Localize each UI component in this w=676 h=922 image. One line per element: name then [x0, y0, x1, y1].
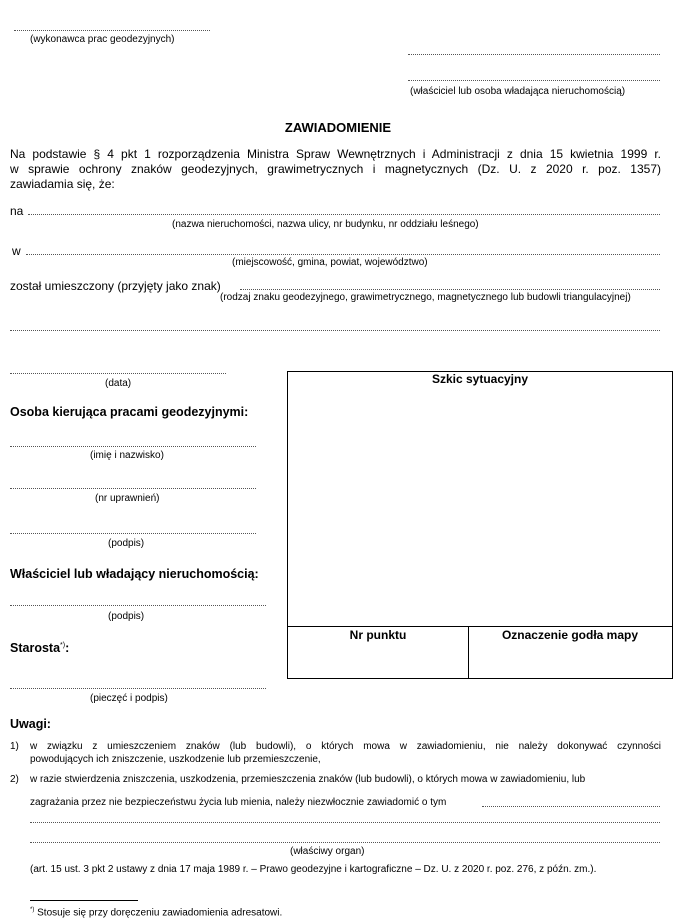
owner-heading: Właściciel lub władający nieruchomością:: [10, 567, 259, 581]
footnote-rule: [30, 900, 138, 901]
footnote-text: Stosuje się przy doręczeniu zawiadomienia adresatowi.: [37, 907, 283, 919]
name-field[interactable]: [10, 446, 256, 447]
placed-label: został umieszczony (przyjęty jako znak): [10, 279, 221, 293]
intro-line-3: zawiadamia się, że:: [10, 177, 115, 191]
item1-line2: powodujących ich zniszczenie, uszkodzenie lub przemieszczenie,: [30, 754, 321, 765]
item2-line2: zagrażania przez nie bezpieczeństwu życia lub mienia, należy niezwłocznie zawiadomić o tym: [30, 797, 447, 808]
owner-signature-field[interactable]: [10, 605, 266, 606]
owner-caption: (właściciel lub osoba władająca nieruchomością): [410, 86, 626, 97]
surveyor-heading: Osoba kierująca pracami geodezyjnymi:: [10, 405, 249, 419]
footnote-mark: *): [30, 907, 35, 913]
placed-field-2[interactable]: [10, 330, 660, 331]
organ-caption: (właściwy organ): [290, 846, 365, 857]
remarks-heading: Uwagi:: [10, 717, 51, 731]
signature-caption: (podpis): [108, 538, 145, 549]
placed-caption: (rodzaj znaku geodezyjnego, grawimetrycznego, magnetycznego lub budowli triangulacyjnej): [220, 292, 631, 303]
w-caption: (miejscowość, gmina, powiat, województwo): [232, 257, 428, 268]
surveyor-caption: (wykonawca prac geodezyjnych): [30, 34, 175, 45]
starosta-footnote-mark: *): [60, 642, 66, 649]
license-field[interactable]: [10, 488, 256, 489]
license-caption: (nr uprawnień): [95, 493, 160, 504]
date-caption: (data): [105, 378, 132, 389]
sketch-divider: [287, 626, 672, 627]
surveyor-line[interactable]: [14, 30, 210, 31]
name-caption: (imię i nazwisko): [90, 450, 164, 461]
w-label: w: [12, 244, 21, 258]
item2-number: 2): [10, 774, 19, 785]
col-point-header: Nr punktu: [349, 628, 407, 642]
starosta-label: [10, 639, 69, 655]
legal-basis: (art. 15 ust. 3 pkt 2 ustawy z dnia 17 maja 1989 r. – Prawo geodezyjne i kartograficzne – Dz. U. z 2020 r. poz. 276, z późn. zm.).: [30, 864, 597, 875]
w-field[interactable]: [26, 254, 660, 255]
placed-field[interactable]: [240, 289, 660, 290]
na-caption: (nazwa nieruchomości, nazwa ulicy, nr budynku, nr oddziału leśnego): [172, 219, 479, 230]
stamp-field[interactable]: [10, 688, 266, 689]
footnote: [30, 904, 282, 919]
item1-line1: w związku z umieszczeniem znaków (lub budowli), o których mowa w zawiadomieniu, nie należy dokonywać czynności: [30, 741, 661, 752]
document-title: ZAWIADOMIENIE: [284, 120, 392, 135]
item2-line1: w razie stwierdzenia zniszczenia, uszkodzenia, przemieszczenia znaków (lub budowli), o których mowa w zawiadomieniu, lub: [30, 774, 586, 785]
date-field[interactable]: [10, 373, 226, 374]
owner-line-1[interactable]: [408, 54, 660, 55]
na-field[interactable]: [28, 214, 660, 215]
stamp-caption: (pieczęć i podpis): [90, 693, 168, 704]
item1-number: 1): [10, 741, 19, 752]
owner-line-2[interactable]: [408, 80, 660, 81]
organ-field-1[interactable]: [482, 806, 660, 807]
owner-signature-caption: (podpis): [108, 611, 145, 622]
na-label: na: [10, 204, 24, 218]
starosta-colon: :: [65, 641, 70, 656]
starosta-text: Starosta: [10, 641, 61, 656]
intro-line-1: Na podstawie § 4 pkt 1 rozporządzenia Ministra Spraw Wewnętrznych i Administracji z dnia 15 kwietnia 1999 r.: [10, 147, 661, 161]
signature-field[interactable]: [10, 533, 256, 534]
col-map-header: Oznaczenie godła mapy: [501, 628, 639, 642]
organ-field-3[interactable]: [30, 842, 660, 843]
sketch-title: Szkic sytuacyjny: [431, 372, 529, 386]
intro-line-2: w sprawie ochrony znaków geodezyjnych, grawimetrycznych i magnetycznych (Dz. U. z 2020 r. poz. 1357): [10, 162, 661, 176]
organ-field-2[interactable]: [30, 822, 660, 823]
